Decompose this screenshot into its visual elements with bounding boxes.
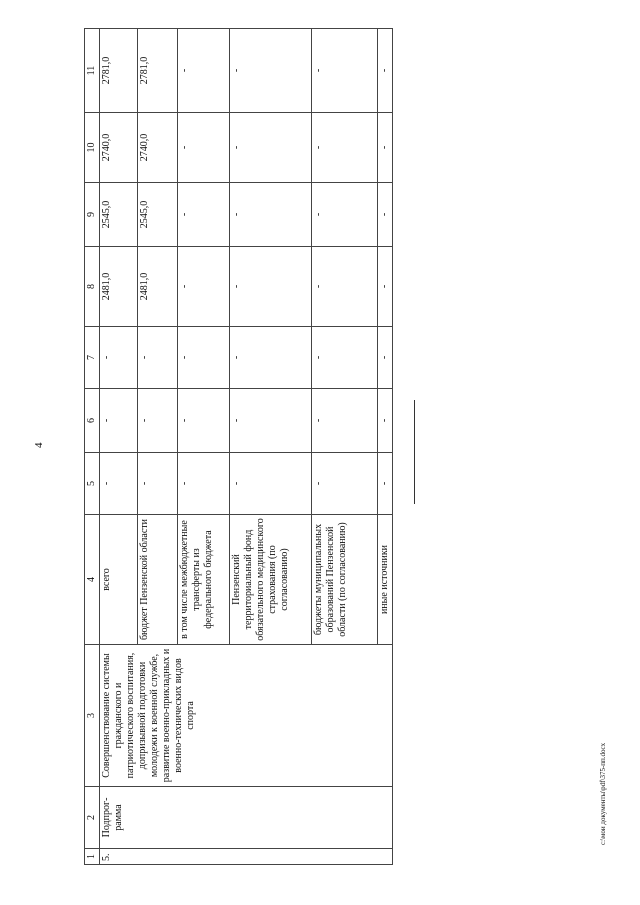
value-cell: - <box>100 453 138 515</box>
value-cell: - <box>230 389 312 453</box>
value-cell: - <box>230 247 312 327</box>
file-path-footer: c:\мои документы\pdf\375-пп.docx <box>599 742 607 845</box>
value-cell: - <box>178 453 230 515</box>
value-cell: 2545,0 <box>100 183 138 247</box>
value-cell: - <box>312 113 378 183</box>
value-cell: - <box>378 389 393 453</box>
value-cell: - <box>178 29 230 113</box>
value-cell: - <box>100 389 138 453</box>
value-cell: - <box>178 247 230 327</box>
value-cell: - <box>230 453 312 515</box>
header-row <box>85 29 100 865</box>
header-cell: 11 <box>85 29 100 113</box>
program-type: Подпрог-рамма <box>100 787 393 849</box>
value-cell: - <box>178 113 230 183</box>
value-cell: 2545,0 <box>138 183 178 247</box>
page-number: 4 <box>33 442 45 448</box>
value-cell: - <box>312 183 378 247</box>
value-cell: - <box>378 247 393 327</box>
value-cell: - <box>230 327 312 389</box>
header-cell: 5 <box>85 453 100 515</box>
program-title: Совершенствование системы гражданского и патриотического воспитания, допризывной подготовки молодежи к военной службе, развитие военно-прикладных и военно-технических видов спорта <box>100 645 393 787</box>
header-cell: 4 <box>85 515 100 645</box>
value-cell: 2740,0 <box>138 113 178 183</box>
value-cell: - <box>230 113 312 183</box>
value-cell: 2781,0 <box>138 29 178 113</box>
value-cell: 2740,0 <box>100 113 138 183</box>
value-cell: - <box>100 327 138 389</box>
header-cell: 6 <box>85 389 100 453</box>
header-cell: 2 <box>85 787 100 849</box>
source-cell: в том числе межбюджетные трансферты из федерального бюджета <box>178 515 230 645</box>
value-cell: - <box>178 327 230 389</box>
source-cell: всего <box>100 515 138 645</box>
budget-table <box>84 28 393 865</box>
source-cell: иные источники <box>378 515 393 645</box>
source-cell: бюджеты муниципальных образований Пензенской области (по согласованию) <box>312 515 378 645</box>
header-cell: 7 <box>85 327 100 389</box>
header-cell: 9 <box>85 183 100 247</box>
value-cell: - <box>378 183 393 247</box>
header-cell: 3 <box>85 645 100 787</box>
program-number: 5. <box>100 849 393 865</box>
header-cell: 10 <box>85 113 100 183</box>
header-cell: 1 <box>85 849 100 865</box>
value-cell: - <box>312 327 378 389</box>
value-cell: - <box>378 453 393 515</box>
value-cell: 2481,0 <box>100 247 138 327</box>
value-cell: - <box>178 183 230 247</box>
value-cell: - <box>378 113 393 183</box>
header-cell: 8 <box>85 247 100 327</box>
value-cell: - <box>378 29 393 113</box>
value-cell: 2781,0 <box>100 29 138 113</box>
value-cell: - <box>312 453 378 515</box>
table-row <box>100 29 138 865</box>
value-cell: - <box>138 453 178 515</box>
value-cell: - <box>138 389 178 453</box>
value-cell: - <box>138 327 178 389</box>
value-cell: - <box>312 29 378 113</box>
source-cell: бюджет Пензенской области <box>138 515 178 645</box>
value-cell: - <box>230 29 312 113</box>
budget-table-container <box>84 29 390 865</box>
value-cell: - <box>378 327 393 389</box>
value-cell: - <box>178 389 230 453</box>
value-cell: 2481,0 <box>138 247 178 327</box>
value-cell: - <box>312 247 378 327</box>
value-cell: - <box>312 389 378 453</box>
source-cell: Пензенский территориальный фонд обязательного медицинского страхования (по согласованию) <box>230 515 312 645</box>
separator-line <box>414 400 415 504</box>
value-cell: - <box>230 183 312 247</box>
